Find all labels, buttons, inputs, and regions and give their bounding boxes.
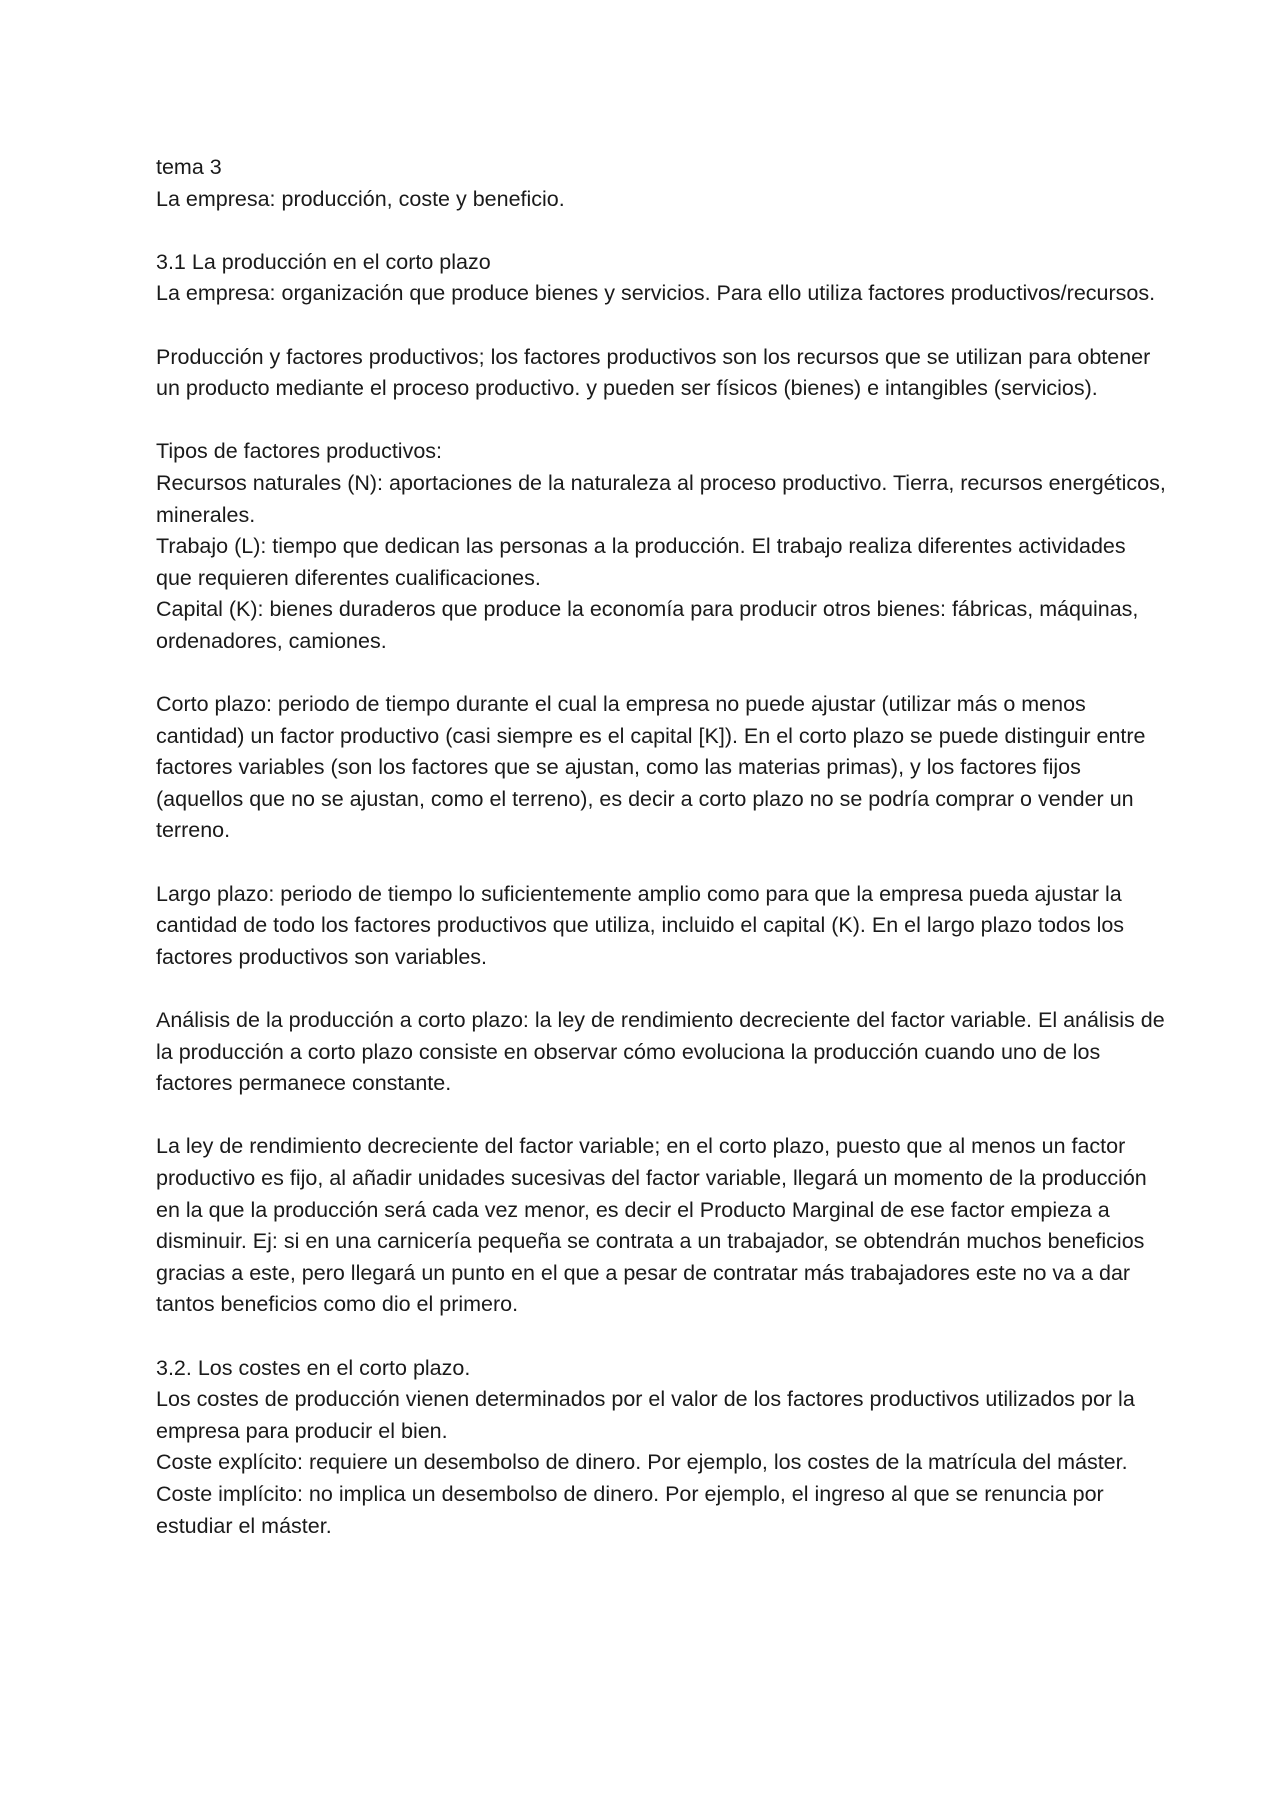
paragraph-gap <box>156 847 1166 879</box>
paragraph-largo-plazo: Largo plazo: periodo de tiempo lo suficientemente amplio como para que la empresa pueda ajustar la cantidad de todo los factores productivos que utiliza, incluido el capital (K). En el largo plazo todos los factores productivos son variables. <box>156 881 1125 969</box>
tipos-recursos-naturales: Recursos naturales (N): aportaciones de la naturaleza al proceso productivo. Tierra, recursos energéticos, minerales. <box>156 470 1166 527</box>
tipos-trabajo: Trabajo (L): tiempo que dedican las personas a la producción. El trabajo realiza diferentes actividades que requieren diferentes cualificaciones. <box>156 534 1126 590</box>
paragraph-coste-implicito: Coste implícito: no implica un desembolso de dinero. Por ejemplo, el ingreso al que se renuncia por estudiar el máster. <box>156 1481 1104 1538</box>
section-title-3-1: 3.1 La producción en el corto plazo <box>156 249 491 274</box>
paragraph-gap <box>156 405 1166 437</box>
section-title-3-2: 3.2. Los costes en el corto plazo. <box>156 1355 471 1380</box>
paragraph-gap <box>156 1321 1166 1353</box>
document-subtitle: La empresa: producción, coste y beneficio. <box>156 186 565 211</box>
paragraph-costes: Los costes de producción vienen determinados por el valor de los factores productivos utilizados por la empresa para producir el bien. <box>156 1387 1135 1443</box>
paragraph-gap <box>156 215 1166 247</box>
paragraph-coste-explicito: Coste explícito: requiere un desembolso de dinero. Por ejemplo, los costes de la matrícula del máster. <box>156 1450 1128 1475</box>
document-heading: tema 3 <box>156 155 222 179</box>
paragraph-gap <box>156 1100 1166 1132</box>
tipos-capital: Capital (K): bienes duraderos que produce la economía para producir otros bienes: fábricas, máquinas, ordenadores, camiones. <box>156 597 1139 653</box>
paragraph-gap <box>156 310 1166 342</box>
tipos-title: Tipos de factores productivos: <box>156 439 443 464</box>
paragraph-produccion: Producción y factores productivos; los factores productivos son los recursos que se utilizan para obtener un producto mediante el proceso productivo. y pueden ser físicos (bienes) e intangibles (servicios). <box>156 344 1151 401</box>
document-body <box>156 152 1166 1542</box>
paragraph-corto-plazo: Corto plazo: periodo de tiempo durante el cual la empresa no puede ajustar (utilizar más o menos cantidad) un factor productivo (casi siempre es el capital [K]). En el corto plazo se puede distinguir entre factores variables (son los factores que se ajustan, como las materias primas), y los factores fijos (aquellos que no se ajustan, como el terreno), es decir a corto plazo no se podría comprar o vender un terreno. <box>156 692 1146 843</box>
paragraph-ley: La ley de rendimiento decreciente del factor variable; en el corto plazo, puesto que al menos un factor productivo es fijo, al añadir unidades sucesivas del factor variable, llegará un momento de la producción en la que la producción será cada vez menor, es decir el Producto Marginal de ese factor empieza a disminuir. Ej: si en una carnicería pequeña se contrata a un trabajador, se obtendrán muchos beneficios gracias a este, pero llegará un punto en el que a pesar de contratar más trabajadores este no va a dar tantos beneficios como dio el primero. <box>156 1134 1147 1317</box>
paragraph-empresa: La empresa: organización que produce bienes y servicios. Para ello utiliza factores productivos/recursos. <box>156 281 1156 306</box>
paragraph-analisis: Análisis de la producción a corto plazo: la ley de rendimiento decreciente del factor variable. El análisis de la producción a corto plazo consiste en observar cómo evoluciona la producción cuando uno de los factores permanece constante. <box>156 1008 1165 1096</box>
paragraph-gap <box>156 973 1166 1005</box>
paragraph-gap <box>156 658 1166 690</box>
